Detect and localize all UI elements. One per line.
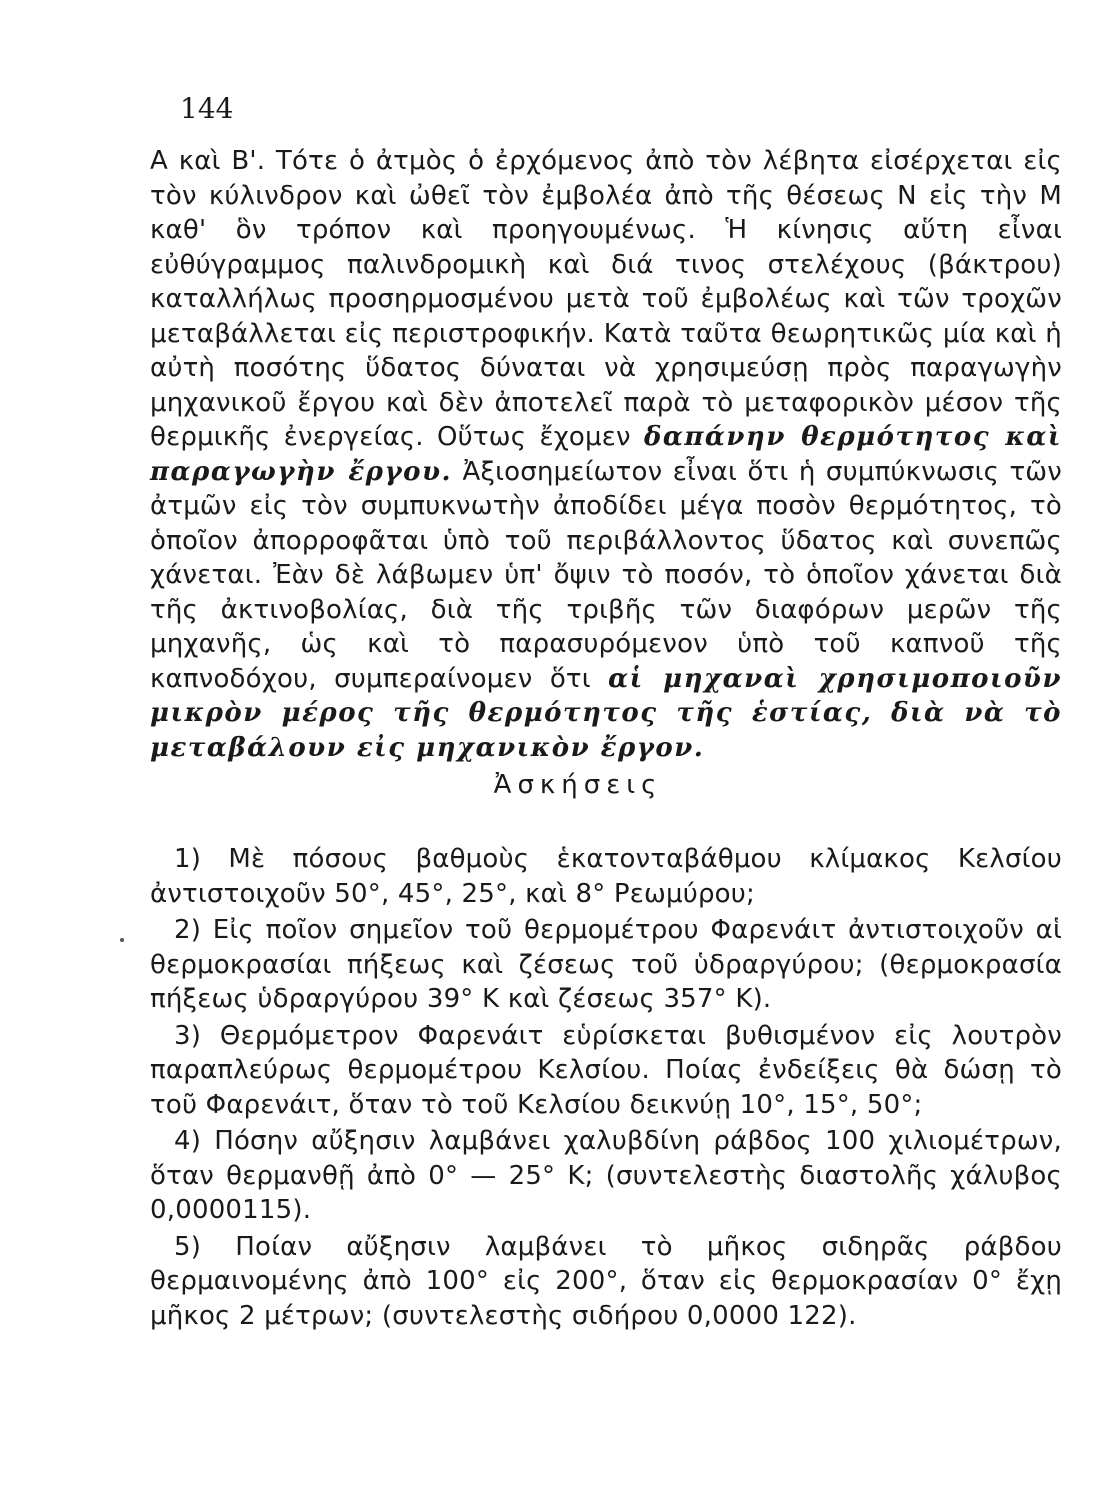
page-number: 144	[180, 92, 234, 125]
exercise-item: 3) Θερμόμετρον Φαρενάιτ εὑρίσκεται βυθισμένον εἰς λουτρὸν παραπλεύρως θερμομέτρου Κελσίου. Ποίας ἐνδείξεις θὰ δώσῃ τὸ τοῦ Φαρενάιτ, ὅταν τὸ τοῦ Κελσίου δεικνύῃ 10°, 15°, 50°;	[150, 1020, 1062, 1120]
body-text-part-1: Α καὶ Β'. Τότε ὁ ἀτμὸς ὁ ἐρχόμενος ἀπὸ τὸν λέβητα εἰσέρχεται εἰς τὸν κύλινδρον καὶ ὠθεῖ τὸν ἐμβολέα ἀπὸ τῆς θέσεως Ν εἰς τὴν Μ καθ' ὃν τρόπον καὶ προηγουμένως. Ἡ κίνησις αὕτη εἶναι εὐθύγραμμος παλινδρομικὴ καὶ διά τινος στελέχους (βάκτρου) καταλλήλως προσηρμοσμένου μετὰ τοῦ ἐμβολέως καὶ τῶν τροχῶν μεταβάλλεται εἰς περιστροφικήν. Κατὰ ταῦτα θεωρητικῶς μία καὶ ἡ αὐτὴ ποσότης ὕδατος δύναται νὰ χρησιμεύσῃ πρὸς παραγωγὴν μηχανικοῦ ἔργου καὶ δὲν ἀποτελεῖ παρὰ τὸ μεταφορικὸν μέσον τῆς θερμικῆς ἐνεργείας. Οὕτως ἔχομεν	[150, 146, 1062, 452]
exercise-item: 5) Ποίαν αὔξησιν λαμβάνει τὸ μῆκος σιδηρᾶς ράβδου θερμαινομένης ἀπὸ 100° εἰς 200°, ὅταν εἰς θερμοκρασίαν 0° ἔχῃ μῆκος 2 μέτρων; (συντελεστὴς σιδήρου 0,0000 122).	[150, 1231, 1062, 1331]
exercise-item: 2) Εἰς ποῖον σημεῖον τοῦ θερμομέτρου Φαρενάιτ ἀντιστοιχοῦν αἱ θερμοκρασίαι πήξεως καὶ ζέσεως τοῦ ὑδραργύρου; (θερμοκρασία πήξεως ὑδραργύρου 39° Κ καὶ ζέσεως 357° Κ).	[150, 915, 1062, 1014]
emphasis-text-1: δαπάνην θερμότητος καὶ παραγωγὴν ἔργου.	[150, 422, 1062, 487]
stray-ink-mark	[120, 938, 124, 942]
body-paragraph	[150, 144, 1062, 765]
body-text-part-2: Ἀξιοσημείωτον εἶναι ὅτι ἡ συμπύκνωσις τῶν ἀτμῶν εἰς τὸν συμπυκνωτὴν ἀποδίδει μέγα ποσὸν θερμότητος, τὸ ὁποῖον ἀπορροφᾶται ὑπὸ τοῦ περιβάλλοντος ὕδατος καὶ συνεπῶς χάνεται. Ἐὰν δὲ λάβωμεν ὑπ' ὄψιν τὸ ποσόν, τὸ ὁποῖον χάνεται διὰ τῆς ἀκτινοβολίας, διὰ τῆς τριβῆς τῶν διαφόρων μερῶν τῆς μηχανῆς, ὡς καὶ τὸ παρασυρόμενον ὑπὸ τοῦ καπνοῦ τῆς καπνοδόχου, συμπεραίνομεν ὅτι	[150, 456, 1062, 694]
main-paragraph	[150, 144, 1062, 765]
exercises-heading: Ἀσκήσεις	[493, 770, 663, 800]
emphasis-text-2: αἱ μηχαναὶ χρησιμοποιοῦν μικρὸν μέρος τῆς θερμότητος τῆς ἑστίας, διὰ νὰ τὸ μεταβάλουν εἰς μηχανικὸν ἔργον.	[150, 663, 1062, 763]
exercise-item: 1) Μὲ πόσους βαθμοὺς ἑκατονταβάθμου κλίμακος Κελσίου ἀντιστοιχοῦν 50°, 45°, 25°, καὶ 8° Ρεωμύρου;	[150, 844, 1062, 909]
exercises-list	[150, 842, 1062, 1335]
exercise-item: 4) Πόσην αὔξησιν λαμβάνει χαλυβδίνη ράβδος 100 χιλιομέτρων, ὅταν θερμανθῇ ἀπὸ 0° — 25° Κ; (συντελεστὴς διαστολῆς χάλυβος 0,0000115).	[150, 1126, 1062, 1225]
